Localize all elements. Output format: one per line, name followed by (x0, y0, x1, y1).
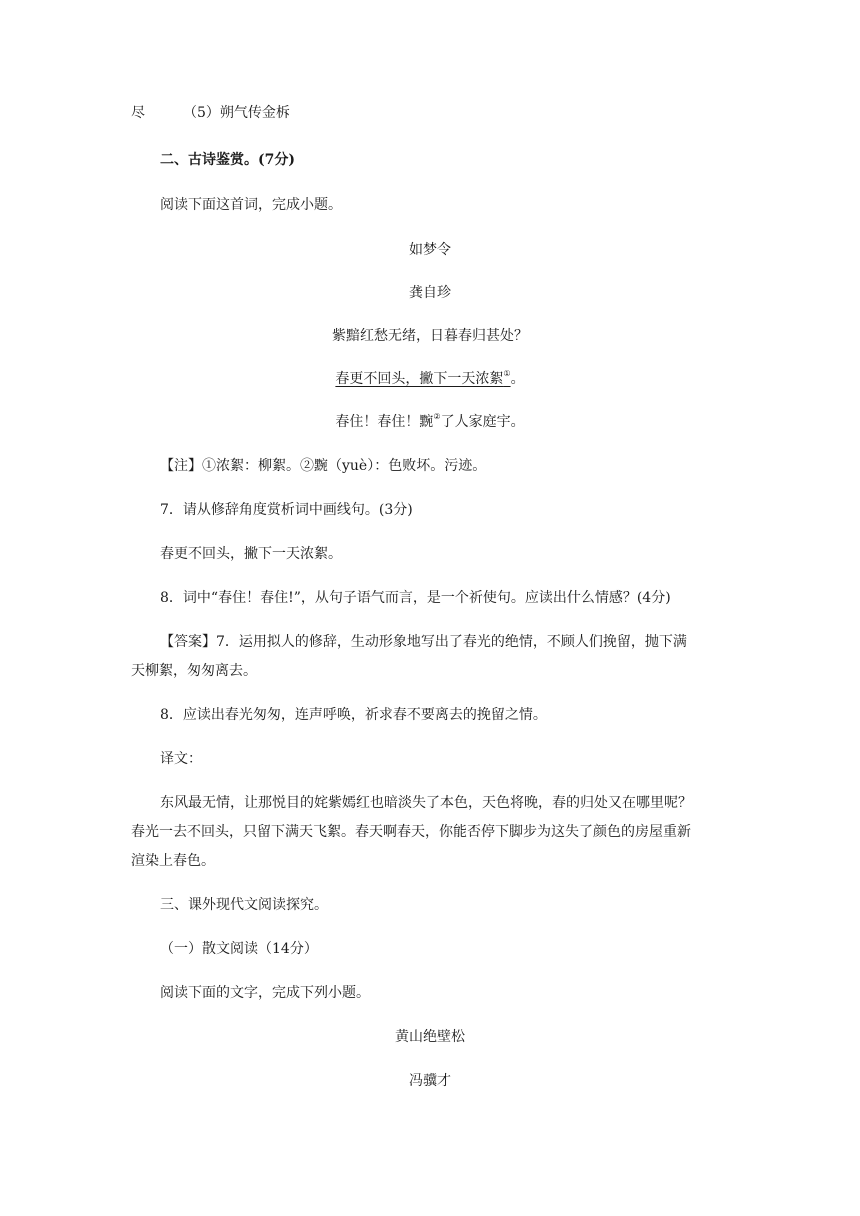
prev-line-fragment: 尽 (131, 105, 145, 121)
poem-line-2-underlined (335, 371, 510, 387)
poem-line-2-end: 。 (510, 371, 525, 387)
poem-line-3 (0, 412, 860, 432)
poem-line-3-a: 春住！春住！黦 (335, 414, 434, 430)
question-7: 7．请从修辞角度赏析词中画线句。(3分) (160, 502, 413, 518)
question-7-quote: 春更不回头，撇下一天浓絮。 (160, 546, 342, 562)
translation-line-3: 渲染上春色。 (131, 853, 215, 869)
answer-7-line-2: 天柳絮，匆匆离去。 (131, 663, 257, 679)
poem-title: 如梦令 (409, 242, 451, 258)
essay-title: 黄山绝壁松 (395, 1029, 465, 1045)
section3-heading: 三、课外现代文阅读探究。 (160, 897, 328, 913)
section2-instruction: 阅读下面这首词，完成小题。 (160, 197, 342, 213)
prev-line-end (131, 103, 290, 123)
footnote-marker-2: ② (433, 412, 441, 421)
section2-heading: 二、古诗鉴赏。(7分) (160, 152, 295, 168)
poem-author: 龚自珍 (409, 285, 451, 301)
translation-label: 译文： (160, 751, 202, 767)
poem-line-2-text: 春更不回头，撇下一天浓絮 (335, 371, 504, 387)
answer-8: 8．应读出春光匆匆，连声呼唤，祈求春不要离去的挽留之情。 (160, 707, 547, 723)
answer-7-line-1: 【答案】7．运用拟人的修辞，生动形象地写出了春光的绝情，不顾人们挽留，抛下满 (160, 634, 687, 650)
question-8: 8．词中“春住！春住!”，从句子语气而言，是一个祈使句。应读出什么情感？(4分) (160, 590, 671, 606)
footnote-marker-1: ① (503, 369, 511, 378)
poem-line-1: 紫黯红愁无绪，日暮春归甚处？ (332, 328, 528, 344)
poem-line-3-b: 了人家庭宇。 (440, 414, 525, 430)
translation-line-2: 春光一去不回头，只留下满天飞絮。春天啊春天，你能否停下脚步为这失了颜色的房屋重新 (131, 824, 691, 840)
translation-line-1: 东风最无情，让那悦目的姹紫嫣红也暗淡失了本色，天色将晚，春的归处又在哪里呢？ (160, 795, 692, 811)
section3-instruction: 阅读下面的文字，完成下列小题。 (160, 985, 370, 1001)
poem-line-2 (0, 369, 860, 389)
essay-author: 冯骥才 (409, 1073, 451, 1089)
poem-notes: 【注】①浓絮：柳絮。②黦（yuè）：色败坏。污迹。 (160, 458, 487, 474)
prev-line-item: （5）朔气传金柝 (183, 105, 290, 121)
section3-subheading: （一）散文阅读（14分） (160, 941, 318, 957)
